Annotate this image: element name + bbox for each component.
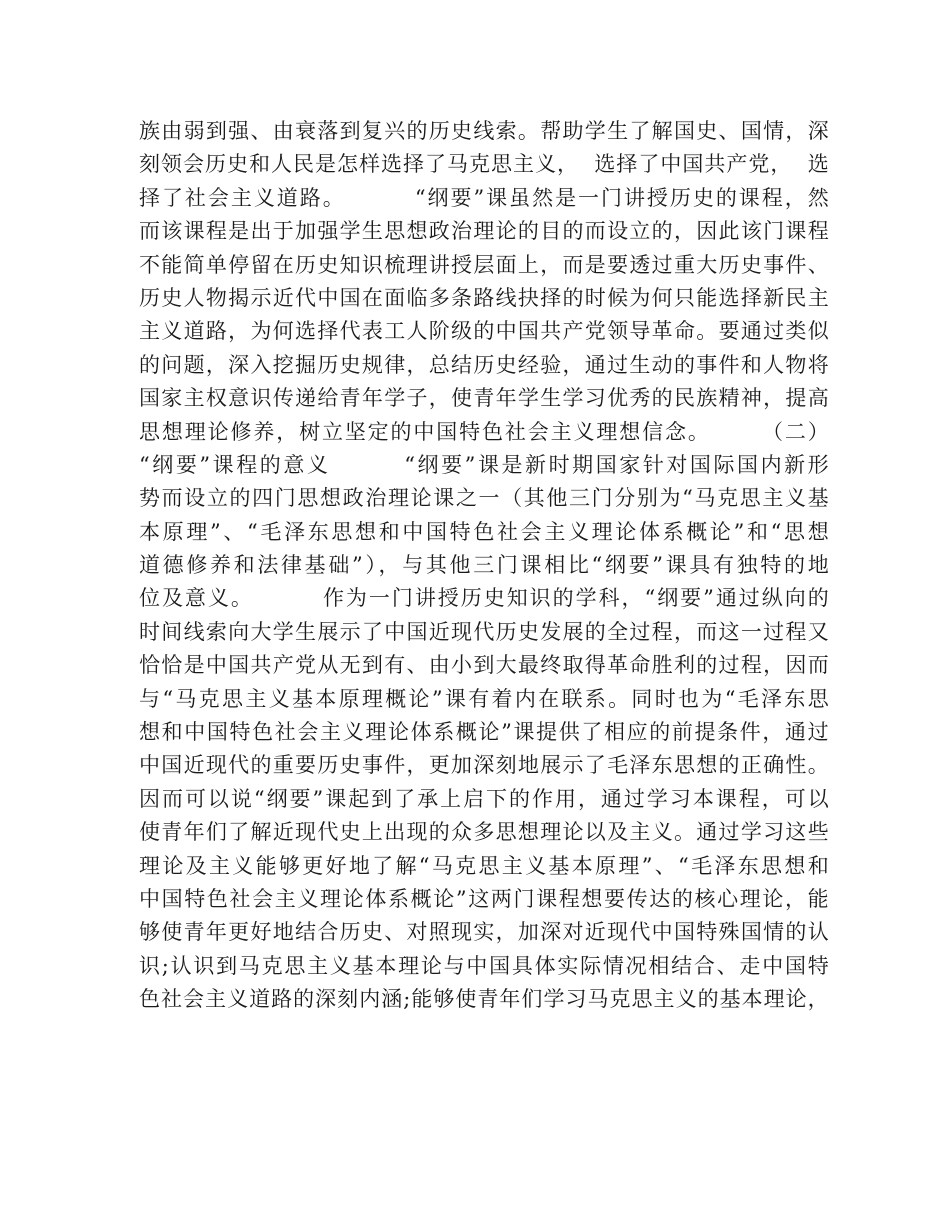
text-line: 识;认识到马克思主义基本理论与中国具体实际情况相结合、走中国特 [139,953,829,978]
text-line: 刻领会历史和人民是怎样选择了马克思主义， 选择了中国共产党， 选 [139,152,829,177]
text-line: 思想理论修养，树立坚定的中国特色社会主义理想信念。 （二） [139,419,829,444]
text-line: 够使青年更好地结合历史、对照现实，加深对近现代中国特殊国情的认 [139,920,829,945]
text-line: “纲要”课程的意义 “纲要”课是新时期国家针对国际国内新形 [139,452,829,477]
text-line: 道德修养和法律基础”），与其他三门课相比“纲要”课具有独特的地 [139,553,829,578]
text-line: 不能简单停留在历史知识梳理讲授层面上，而是要透过重大历史事件、 [139,252,829,277]
text-line: 想和中国特色社会主义理论体系概论”课提供了相应的前提条件，通过 [139,720,829,745]
text-line: 因而可以说“纲要”课起到了承上启下的作用，通过学习本课程，可以 [139,786,829,811]
text-line: 时间线索向大学生展示了中国近现代历史发展的全过程，而这一过程又 [139,619,829,644]
text-line: 族由弱到强、由衰落到复兴的历史线索。帮助学生了解国史、国情，深 [139,119,829,143]
text-line: 恰恰是中国共产党从无到有、由小到大最终取得革命胜利的过程，因而 [139,653,829,678]
text-line: 主义道路，为何选择代表工人阶级的中国共产党领导革命。要通过类似 [139,319,829,344]
text-line: 位及意义。 作为一门讲授历史知识的学科，“纲要”通过纵向的 [139,586,829,611]
text-line: 中国近现代的重要历史事件，更加深刻地展示了毛泽东思想的正确性。 [139,753,829,778]
text-line: 的问题，深入挖掘历史规律，总结历史经验，通过生动的事件和人物将 [139,352,829,377]
text-line: 本原理”、“毛泽东思想和中国特色社会主义理论体系概论”和“思想 [139,519,829,544]
text-line: 中国特色社会主义理论体系概论”这两门课程想要传达的核心理论，能 [139,886,829,911]
text-line: 国家主权意识传递给青年学子，使青年学生学习优秀的民族精神，提高 [139,386,829,411]
text-line: 势而设立的四门思想政治理论课之一（其他三门分别为“马克思主义基 [139,486,829,511]
body-text [139,115,829,1017]
text-line: 色社会主义道路的深刻内涵;能够使青年们学习马克思主义的基本理论， [139,987,829,1012]
text-line: 与“马克思主义基本原理概论”课有着内在联系。同时也为“毛泽东思 [139,686,829,711]
text-line: 历史人物揭示近代中国在面临多条路线抉择的时候为何只能选择新民主 [139,285,829,310]
text-line: 择了社会主义道路。 “纲要”课虽然是一门讲授历史的课程，然 [139,185,829,210]
text-line: 而该课程是出于加强学生思想政治理论的目的而设立的，因此该门课程 [139,219,829,244]
text-line: 使青年们了解近现代史上出现的众多思想理论以及主义。通过学习这些 [139,820,829,845]
text-line: 理论及主义能够更好地了解“马克思主义基本原理”、“毛泽东思想和 [139,853,829,878]
